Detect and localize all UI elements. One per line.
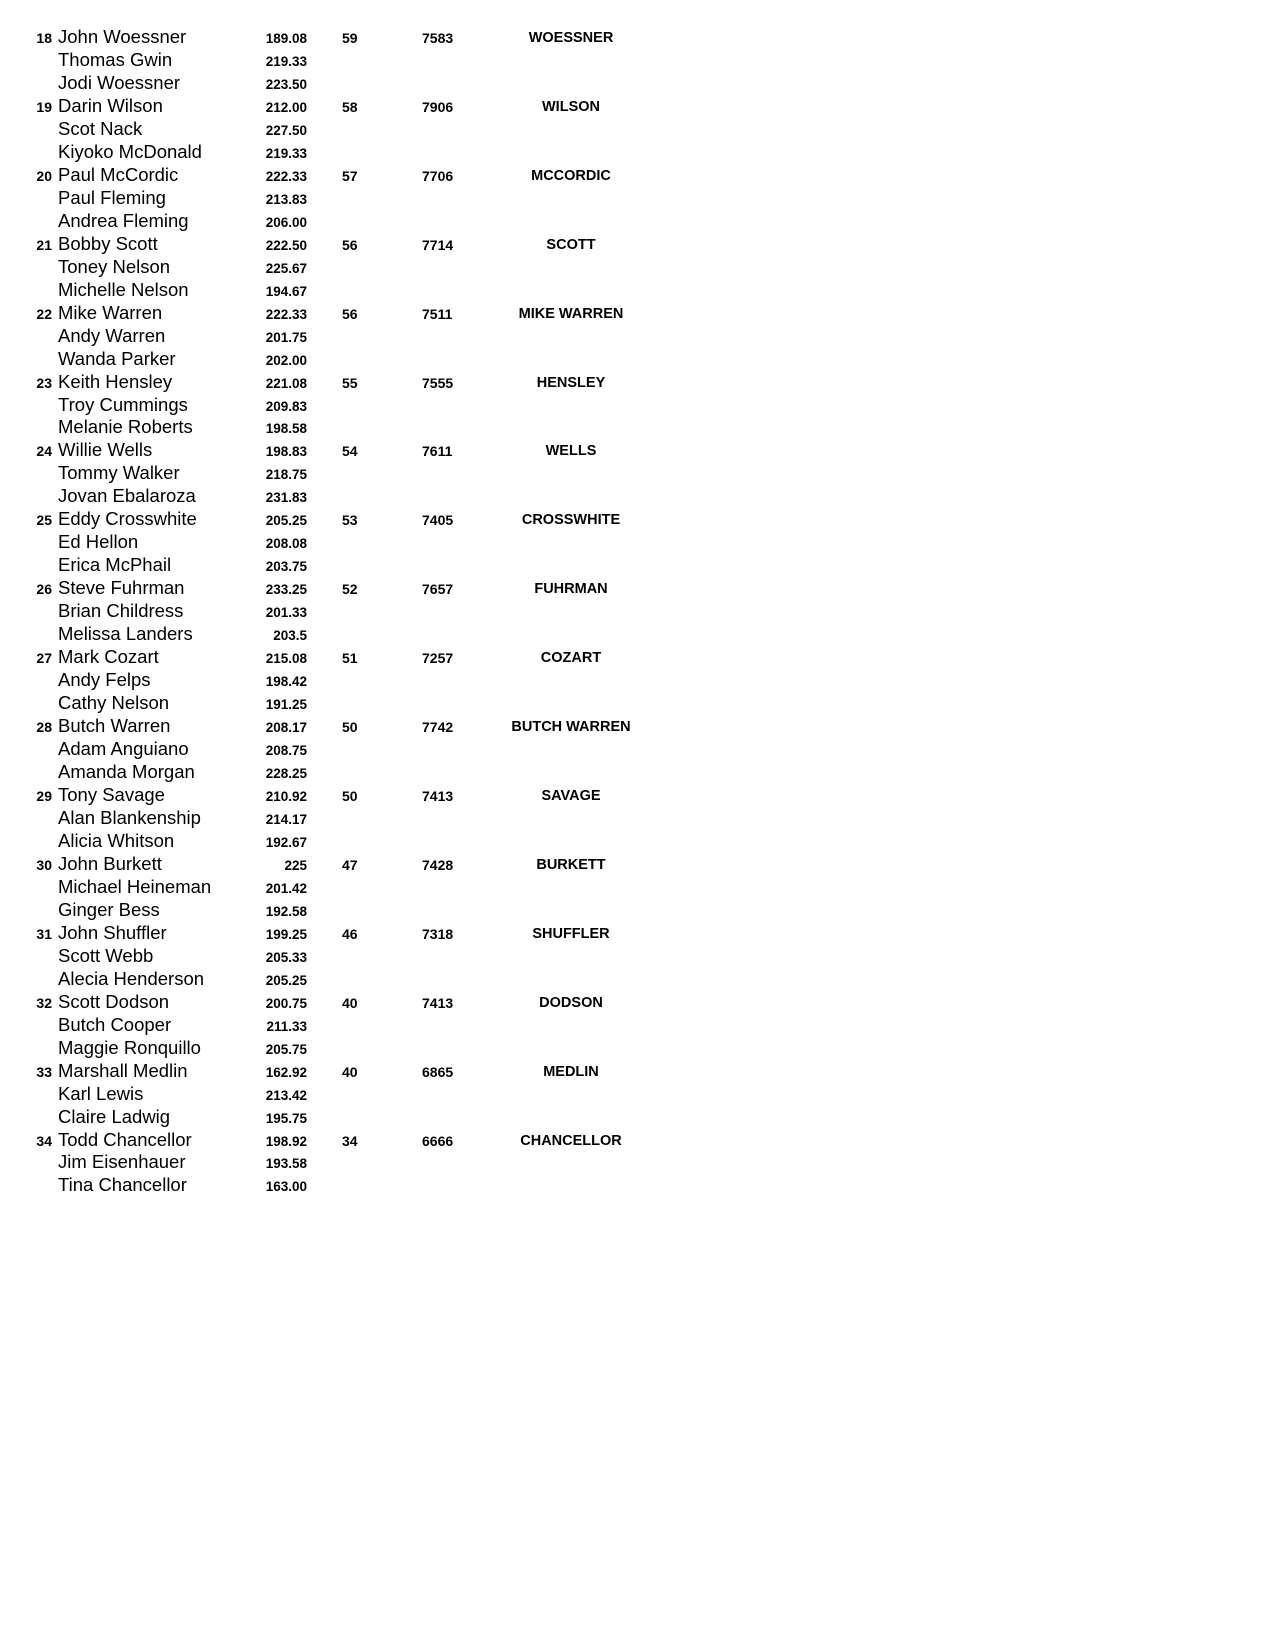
team-name: CROSSWHITE [521,512,621,529]
bowler-name: John Woessner [58,26,187,47]
team-row-captain [0,715,700,738]
bowler-average: 199.25 [265,926,307,942]
team-points: 50 [342,787,358,804]
team-rank: 28 [36,719,52,736]
team-entry [0,164,700,233]
bowler-name: Tina Chancellor [58,1174,187,1196]
bowler-average: 163.00 [265,1179,307,1195]
team-points: 59 [342,30,358,46]
team-row-member [0,830,700,853]
team-row-captain [0,853,700,876]
team-entry [0,439,700,508]
team-rank: 18 [36,30,52,46]
bowler-average: 219.33 [265,145,307,161]
bowler-average: 201.42 [265,880,307,896]
bowler-average: 205.25 [265,513,307,529]
team-row-member [0,210,700,233]
bowler-average: 218.75 [265,467,307,483]
bowler-name: Jim Eisenhauer [58,1151,186,1173]
team-rank: 22 [36,305,52,322]
bowler-name: Darin Wilson [58,94,163,116]
team-row-member [0,325,700,348]
bowler-average: 222.33 [265,306,307,322]
bowler-average: 205.33 [265,949,307,965]
team-entry [0,853,700,922]
team-rank: 25 [36,512,52,529]
bowler-average: 214.17 [265,811,307,827]
team-row-captain [0,784,700,807]
team-total-pins: 7257 [422,650,454,667]
team-points: 54 [342,443,358,460]
team-row-member [0,876,700,899]
team-points: 56 [342,236,358,253]
bowler-average: 213.42 [265,1087,307,1103]
bowler-name: Andy Warren [58,324,166,346]
team-points: 57 [342,167,358,184]
team-row-captain [0,371,700,394]
team-row-member [0,394,700,417]
bowler-average: 228.25 [265,766,307,781]
bowler-average: 222.33 [265,168,307,184]
team-total-pins: 7413 [422,994,454,1011]
team-total-pins: 7906 [422,98,454,115]
bowler-name: Melanie Roberts [58,416,193,438]
bowler-name: Ed Hellon [58,531,139,553]
team-entry [0,508,700,577]
team-points: 51 [342,650,358,667]
bowler-name: Michelle Nelson [58,278,189,300]
team-total-pins: 7657 [422,581,454,598]
team-row-captain [0,508,700,531]
team-row-member [0,485,700,508]
team-row-member [0,256,700,279]
team-row-captain [0,233,700,256]
team-row-member [0,945,700,968]
team-row-member [0,1151,700,1174]
bowler-average: 193.58 [265,1156,307,1172]
team-row-member [0,279,700,302]
bowler-name: Ginger Bess [58,898,160,920]
team-name: BUTCH WARREN [511,719,631,736]
bowler-name: Karl Lewis [58,1082,144,1104]
bowler-name: Amanda Morgan [58,761,195,782]
bowler-average: 203.5 [273,628,307,644]
bowler-average: 219.33 [265,53,307,69]
bowler-name: Keith Hensley [58,370,173,392]
team-entry [0,922,700,991]
team-row-member [0,531,700,554]
bowler-name: Paul McCordic [58,163,179,185]
team-row-captain [0,1129,700,1152]
bowler-name: Mike Warren [58,301,163,323]
team-entry [0,715,700,784]
team-rank: 26 [36,581,52,598]
bowler-average: 208.17 [265,720,307,736]
team-row-member [0,600,700,623]
team-row-member [0,187,700,210]
bowler-name: Todd Chancellor [58,1128,192,1150]
bowler-name: John Burkett [58,852,162,874]
bowler-average: 202.00 [265,352,307,368]
team-total-pins: 7583 [422,30,454,46]
bowler-name: Willie Wells [58,439,153,461]
team-row-member [0,1174,700,1197]
team-entry [0,991,700,1060]
bowler-name: Scott Dodson [58,990,170,1012]
team-total-pins: 7511 [422,305,453,322]
bowler-average: 225 [284,857,307,873]
bowler-average: 189.08 [265,31,307,46]
team-row-member [0,807,700,830]
team-entry [0,233,700,302]
bowler-name: Toney Nelson [58,255,171,277]
team-rank: 32 [36,994,52,1011]
team-points: 55 [342,374,358,391]
team-row-member [0,1014,700,1037]
team-rank: 33 [36,1063,52,1080]
team-standings-list [0,26,700,1197]
bowler-average: 212.00 [265,99,307,115]
bowler-name: Marshall Medlin [58,1059,188,1081]
team-points: 53 [342,512,358,529]
team-rank: 27 [36,650,52,667]
bowler-average: 233.25 [265,582,307,598]
team-entry [0,577,700,646]
bowler-average: 211.33 [266,1018,307,1034]
bowler-average: 194.67 [265,283,307,299]
team-points: 47 [342,856,358,873]
team-name: COZART [540,650,602,667]
bowler-average: 198.58 [265,421,307,437]
bowler-name: Eddy Crosswhite [58,508,197,530]
team-row-member [0,49,700,72]
team-points: 58 [342,98,358,115]
bowler-name: John Shuffler [58,921,167,943]
bowler-name: Thomas Gwin [58,48,173,70]
team-row-member [0,1083,700,1106]
team-row-member [0,554,700,577]
team-rank: 21 [36,236,52,253]
bowler-average: 198.83 [265,444,307,460]
bowler-name: Adam Anguiano [58,738,189,760]
bowler-average: 213.83 [265,191,307,207]
team-row-member [0,141,700,164]
team-total-pins: 7428 [422,856,454,873]
bowler-average: 191.25 [265,697,307,713]
team-row-member [0,1106,700,1129]
bowler-average: 201.75 [265,329,307,345]
bowler-name: Tony Savage [58,783,165,805]
team-row-captain [0,164,700,187]
bowler-name: Paul Fleming [58,186,166,208]
bowler-average: 192.67 [265,834,307,850]
bowler-average: 231.83 [265,490,307,506]
bowler-name: Wanda Parker [58,347,176,369]
team-row-captain [0,302,700,325]
team-name: WILSON [542,98,600,115]
team-name: MIKE WARREN [518,305,624,322]
team-row-member [0,968,700,991]
team-name: SAVAGE [541,787,601,804]
bowler-name: Scot Nack [58,117,143,139]
bowler-average: 198.92 [265,1133,307,1149]
team-row-member [0,738,700,761]
bowler-name: Steve Fuhrman [58,577,185,599]
bowler-name: Jodi Woessner [58,71,181,93]
bowler-average: 222.50 [265,237,307,253]
bowler-name: Tommy Walker [58,462,180,484]
bowler-name: Alicia Whitson [58,829,175,851]
team-entry [0,784,700,853]
bowler-name: Erica McPhail [58,554,172,576]
team-entry [0,1060,700,1129]
team-rank: 20 [36,167,52,184]
team-total-pins: 7555 [422,374,454,391]
bowler-name: Maggie Ronquillo [58,1036,201,1058]
team-row-member [0,348,700,371]
team-name: SHUFFLER [532,925,610,942]
team-total-pins: 7611 [422,443,453,460]
bowler-average: 200.75 [265,995,307,1011]
bowler-name: Alan Blankenship [58,806,201,828]
team-rank: 34 [36,1132,52,1149]
team-total-pins: 7318 [422,925,454,942]
team-total-pins: 7405 [422,512,454,529]
team-total-pins: 6666 [422,1132,454,1149]
team-row-member [0,462,700,485]
bowler-average: 205.75 [265,1041,307,1057]
team-rank: 30 [36,856,52,873]
team-entry [0,371,700,440]
bowler-name: Jovan Ebalaroza [58,485,196,507]
team-row-captain [0,922,700,945]
bowler-name: Mark Cozart [58,646,159,668]
team-row-captain [0,26,700,49]
team-entry [0,26,700,95]
team-name: CHANCELLOR [520,1132,622,1149]
bowler-name: Scott Webb [58,944,154,966]
bowler-average: 208.75 [265,743,307,759]
bowler-average: 227.50 [265,122,307,138]
team-row-captain [0,439,700,462]
team-entry [0,95,700,164]
team-row-member [0,692,700,715]
team-name: SCOTT [546,236,596,253]
team-total-pins: 7413 [422,787,454,804]
team-total-pins: 7742 [422,719,454,736]
team-points: 34 [342,1132,358,1149]
team-points: 56 [342,305,358,322]
team-rank: 23 [36,374,52,391]
bowler-name: Melissa Landers [58,623,193,645]
bowler-name: Claire Ladwig [58,1105,171,1127]
bowler-name: Bobby Scott [58,232,158,254]
bowler-name: Kiyoko McDonald [58,140,202,162]
team-points: 50 [342,719,358,736]
team-row-member [0,72,700,95]
bowler-average: 205.25 [265,972,307,988]
bowler-name: Cathy Nelson [58,692,170,714]
team-points: 52 [342,581,358,598]
team-entry [0,1129,700,1198]
team-row-member [0,761,700,784]
bowler-name: Andrea Fleming [58,209,189,231]
bowler-name: Troy Cummings [58,393,188,415]
bowler-name: Alecia Henderson [58,967,205,989]
team-row-captain [0,646,700,669]
team-row-member [0,669,700,692]
team-rank: 19 [36,98,52,115]
bowler-average: 209.83 [265,398,307,414]
bowler-average: 210.92 [265,788,307,804]
team-row-member [0,623,700,646]
team-total-pins: 7706 [422,167,454,184]
team-total-pins: 6865 [422,1063,454,1080]
bowler-average: 192.58 [265,903,307,919]
team-name: MCCORDIC [531,167,611,184]
team-row-captain [0,991,700,1014]
bowler-name: Andy Felps [58,669,151,691]
bowler-average: 215.08 [265,651,307,667]
bowler-average: 208.08 [265,536,307,552]
bowler-name: Michael Heineman [58,875,212,897]
team-name: HENSLEY [536,374,606,391]
bowler-average: 221.08 [265,375,307,391]
team-points: 46 [342,925,358,942]
bowler-average: 203.75 [265,559,307,575]
bowler-average: 201.33 [265,605,307,621]
team-entry [0,302,700,371]
team-points: 40 [342,994,358,1011]
team-row-captain [0,577,700,600]
team-entry [0,646,700,715]
team-row-captain [0,95,700,118]
bowler-name: Butch Warren [58,715,171,737]
team-rank: 31 [36,925,52,942]
bowler-average: 225.67 [265,260,307,276]
bowler-average: 206.00 [265,214,307,230]
bowler-name: Butch Cooper [58,1013,172,1035]
team-name: FUHRMAN [534,581,608,598]
team-name: BURKETT [536,856,606,873]
team-rank: 24 [36,443,52,460]
team-row-member [0,1037,700,1060]
team-name: WOESSNER [528,30,614,46]
bowler-average: 195.75 [265,1110,307,1126]
team-row-captain [0,1060,700,1083]
team-name: WELLS [545,443,597,460]
team-row-member [0,416,700,439]
team-name: DODSON [539,994,603,1011]
bowler-average: 162.92 [265,1064,307,1080]
team-row-member [0,899,700,922]
bowler-average: 223.50 [265,76,307,92]
team-rank: 29 [36,787,52,804]
bowler-average: 198.42 [265,674,307,690]
team-row-member [0,118,700,141]
team-points: 40 [342,1063,358,1080]
team-name: MEDLIN [543,1063,599,1080]
team-total-pins: 7714 [422,236,454,253]
bowler-name: Brian Childress [58,600,184,622]
